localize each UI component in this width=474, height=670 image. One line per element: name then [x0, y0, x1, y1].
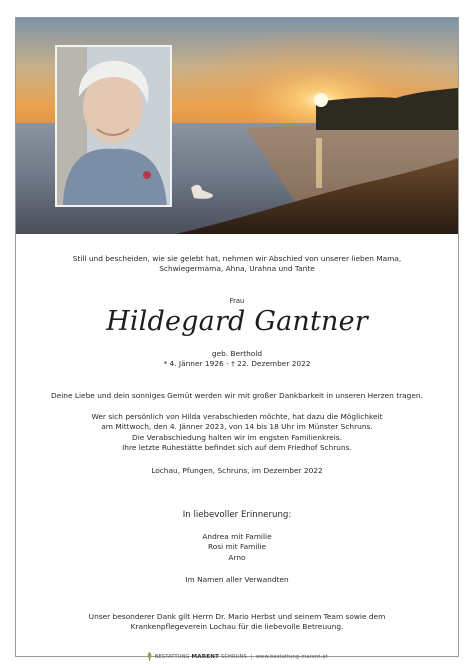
intro-text [16, 254, 458, 275]
maiden-name: geb. Berthold [211, 349, 263, 358]
visitation-text [16, 412, 458, 454]
footer: BESTATTUNG MARENT SCHRUNS | www.bestattung-marent.at [16, 652, 458, 661]
thanks-line-2: Krankenpflegeverein Lochau für die liebevolle Betreuung. [130, 622, 344, 632]
love-quote: Deine Liebe und dein sonniges Gemüt werden wir mit großer Dankbarkeit in unseren Herzen tragen. [51, 391, 423, 400]
deceased-name: Hildegard Gantner [106, 306, 368, 337]
intro-line-1: Still und bescheiden, wie sie gelebt hat, nehmen wir Abschied von unserer lieben Mama, [72, 254, 402, 263]
intro-line-2: Schwiegermama, Ahna, Urahna und Tante [159, 264, 315, 274]
visit-line-1: Wer sich persönlich von Hilda verabschieden möchte, hat dazu die Möglichkeit [91, 412, 383, 421]
visit-line-3: Die Verabschiedung halten wir im engsten Familienkreis. [132, 432, 342, 442]
memory-heading: In liebevoller Erinnerung: [182, 510, 292, 520]
family-member: Arno [228, 552, 246, 562]
on-behalf-text: Im Namen aller Verwandten [185, 575, 289, 584]
footer-brand: MARENT [191, 654, 220, 660]
footer-prefix: BESTATTUNG [154, 654, 190, 660]
family-list [16, 532, 458, 563]
place-date: Lochau, Pfungen, Schruns, im Dezember 2022 [151, 466, 323, 475]
visit-line-4: Ihre letzte Ruhestätte befindet sich auf dem Friedhof Schruns. [122, 443, 352, 453]
leaf-icon [146, 652, 153, 661]
family-member: Rosi mit Familie [207, 542, 267, 552]
thanks-text [16, 612, 458, 633]
family-member: Andrea mit Familie [202, 532, 272, 541]
portrait-photo [55, 45, 172, 207]
salutation: Frau [229, 297, 245, 305]
footer-town: SCHRUNS [220, 654, 247, 660]
visit-line-2: am Mittwoch, den 4. Jänner 2023, von 14 bis 18 Uhr im Münster Schruns. [101, 422, 373, 432]
thanks-line-1: Unser besonderer Dank gilt Herrn Dr. Mario Herbst und seinem Team sowie dem [88, 612, 386, 621]
life-dates: * 4. Jänner 1926 - † 22. Dezember 2022 [163, 359, 311, 368]
footer-url[interactable]: www.bestattung-marent.at [255, 654, 328, 660]
